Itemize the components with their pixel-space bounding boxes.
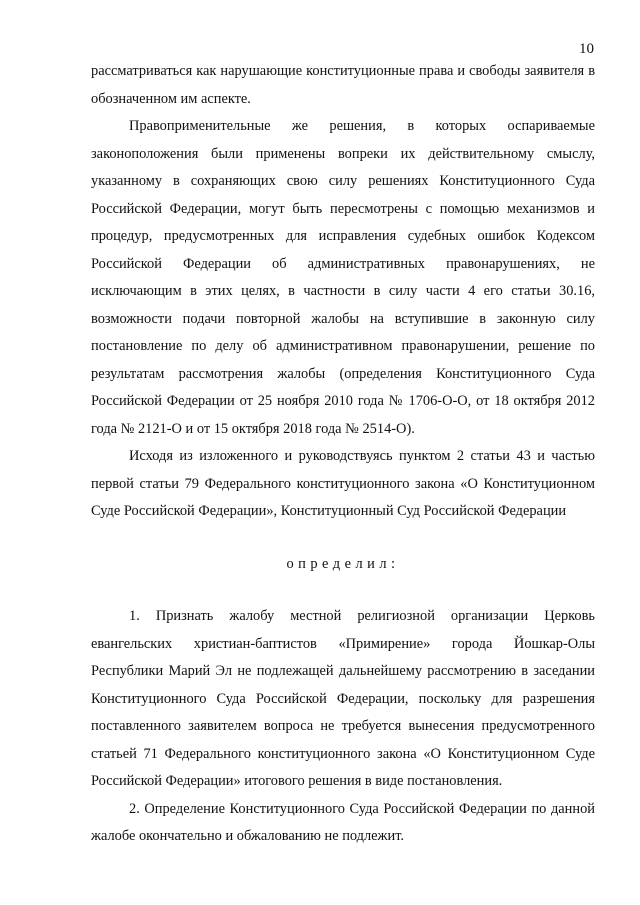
paragraph-law-enforcement-decisions: Правоприменительные же решения, в которых оспариваемые законоположения были применены вопреки их действительному смыслу, указанному в сохраняющих свою силу решениях Конституционного Суда Российской Федерации, могут быть пересмотрены с помощью механизмов и процедур, предусмотренных для исправления судебных ошибок Кодексом Российской Федерации об административных правонарушениях, не исключающим в этих целях, в частности в силу части 4 его статьи 30.16, возможности подачи повторной жалобы на вступившие в законную силу постановление по делу об административном правонарушении, решение по результатам рассмотрения жалобы (определения Конституционного Суда Российской Федерации от 25 ноября 2010 года № 1706-О-О, от 18 октября 2012 года № 2121-О и от 15 октября 2018 года № 2514-О). xyxy=(91,118,595,437)
document-body xyxy=(91,58,595,851)
resolution-item-2: 2. Определение Конституционного Суда Российской Федерации по данной жалобе окончательно и обжалованию не подлежит. xyxy=(91,800,595,844)
ruling-heading: определил: xyxy=(286,555,400,572)
page-number: 10 xyxy=(579,41,594,57)
paragraph-grounds: Исходя из изложенного и руководствуясь пунктом 2 статьи 43 и частью первой статьи 79 Федерального конституционного закона «О Конституционном Суде Российской Федерации», Конституционный Суд Российской Федерации xyxy=(91,448,595,519)
paragraph-continuation: рассматриваться как нарушающие конституционные права и свободы заявителя в обозначенном им аспекте. xyxy=(91,63,595,107)
resolution-item-1: 1. Признать жалобу местной религиозной организации Церковь евангельских христиан-баптистов «Примирение» города Йошкар-Олы Республики Марий Эл не подлежащей дальнейшему рассмотрению в заседании Конституционного Суда Российской Федерации, поскольку для разрешения поставленного заявителем вопроса не требуется вынесения предусмотренного статьей 71 Федерального конституционного закона «О Конституционном Суде Российской Федерации» итогового решения в виде постановления. xyxy=(91,608,595,789)
